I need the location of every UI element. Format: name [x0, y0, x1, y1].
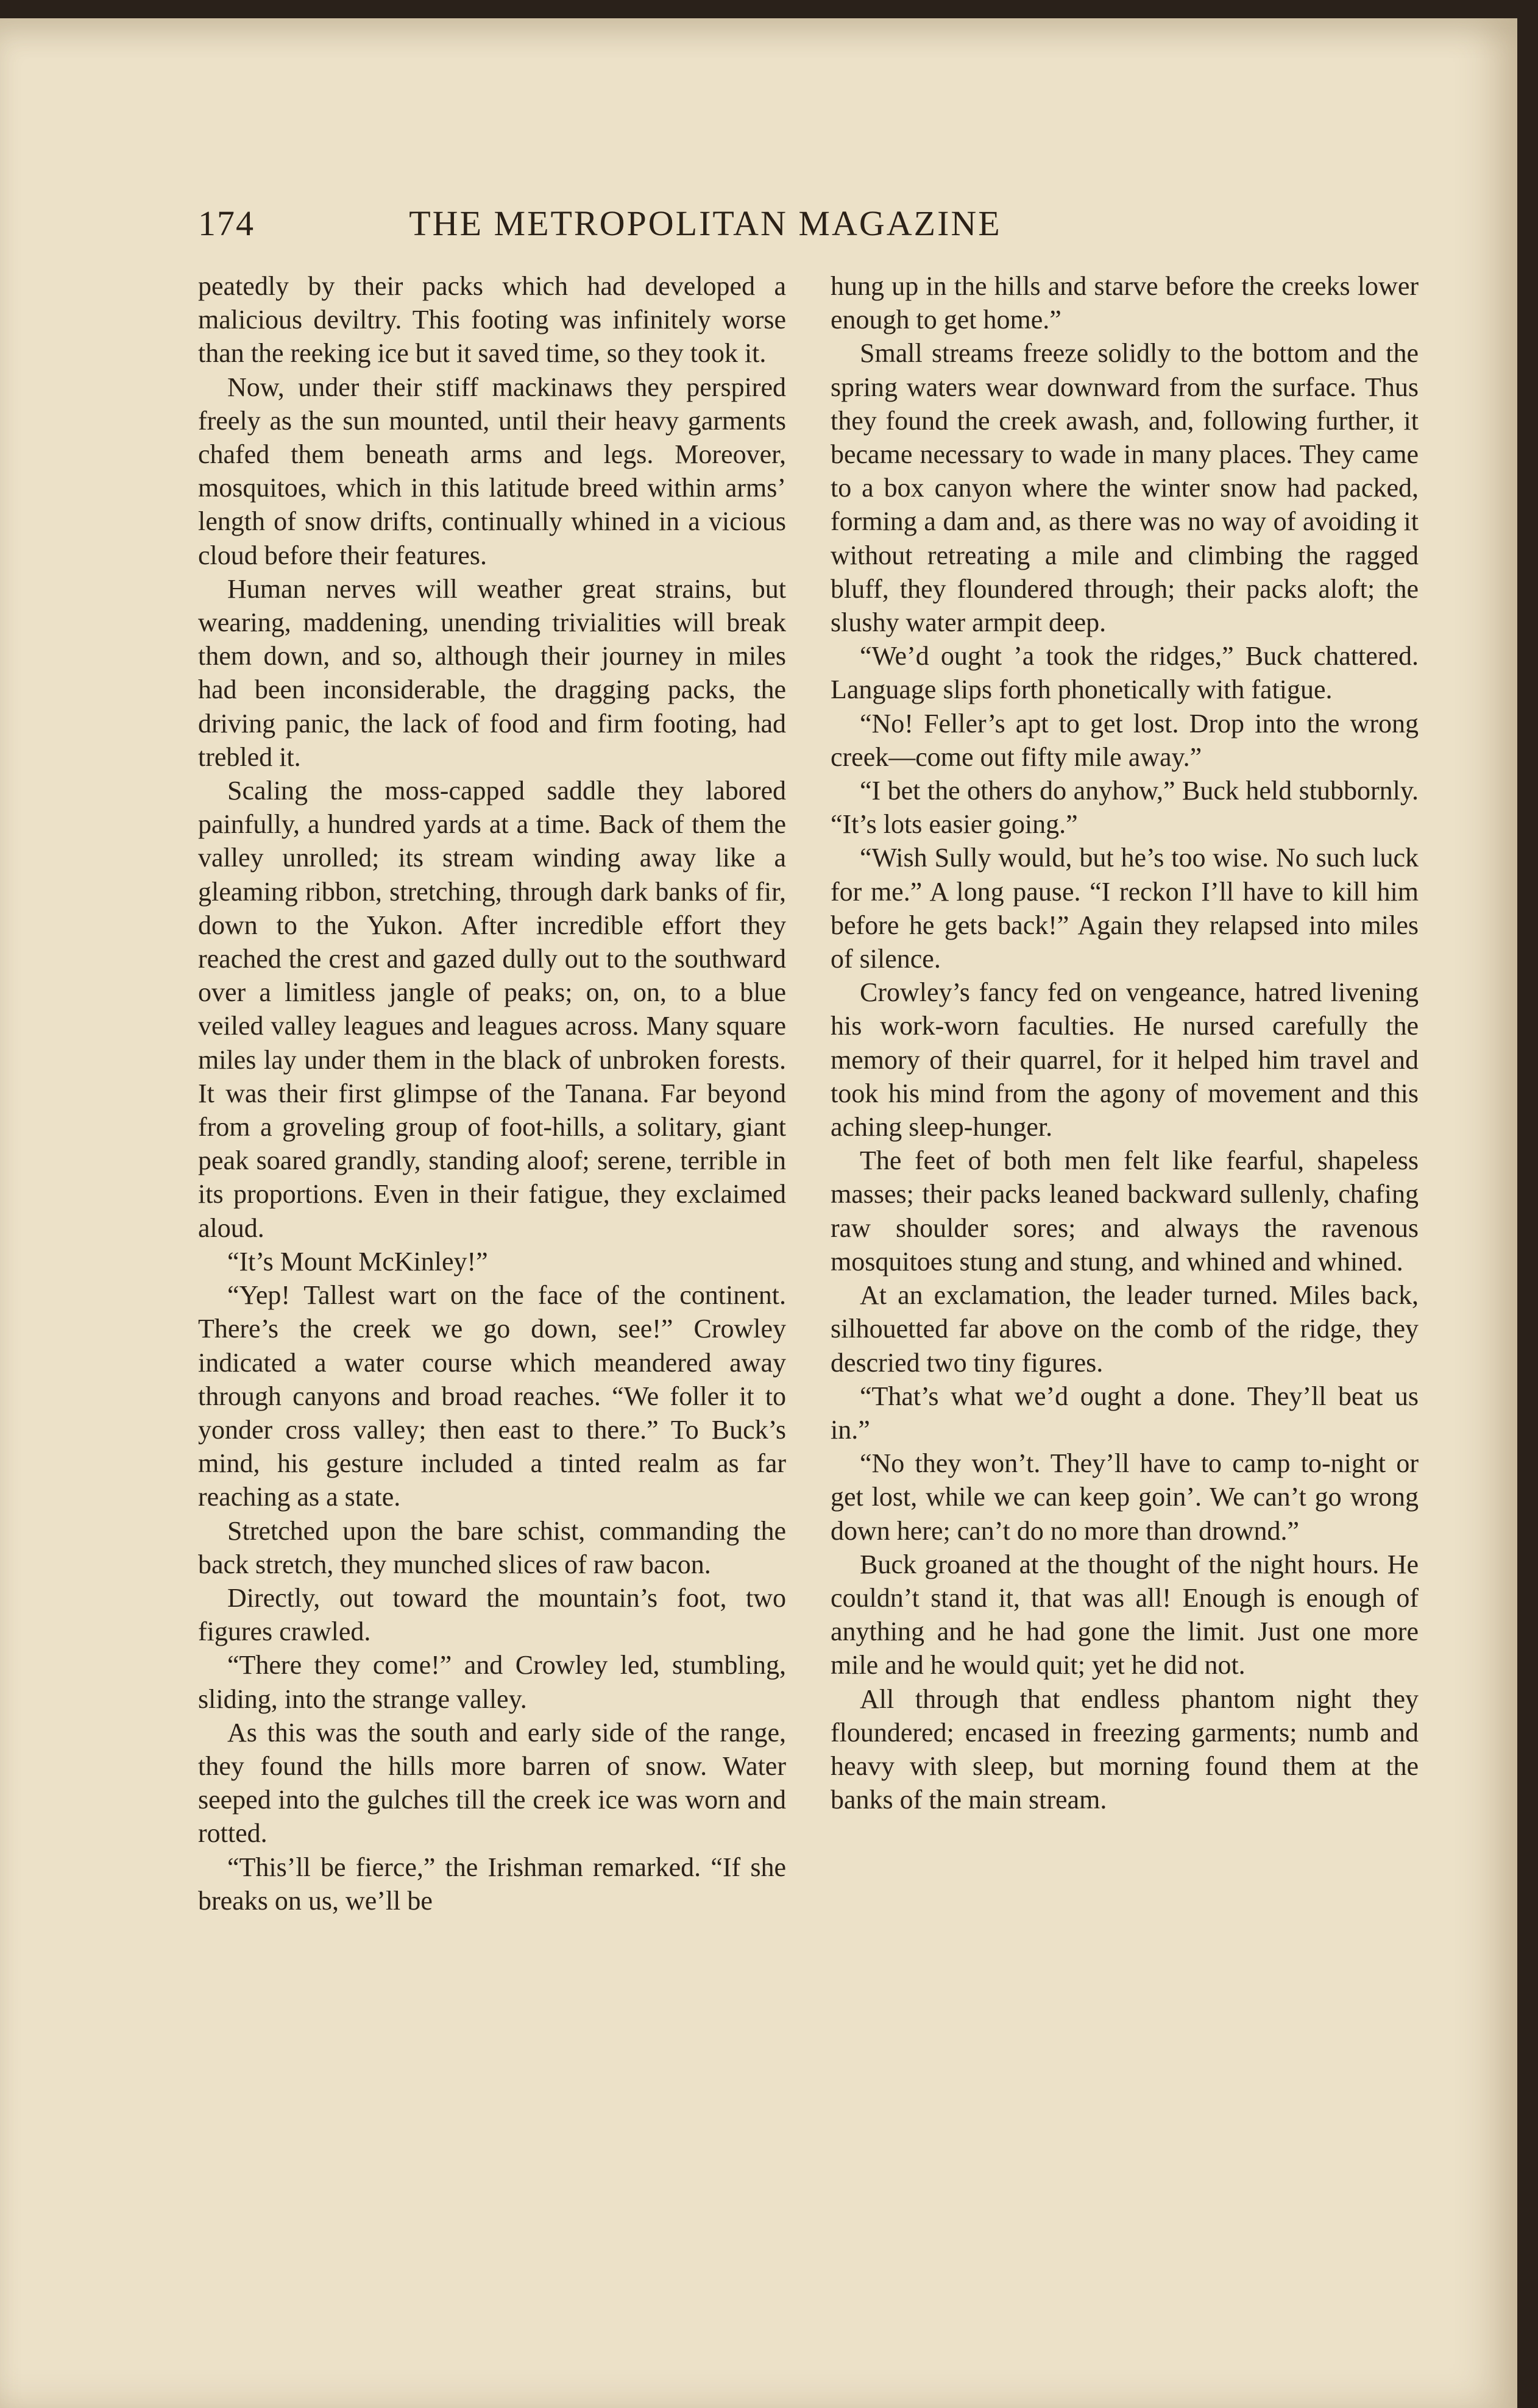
page-header	[198, 196, 1158, 251]
paragraph: “No! Feller’s apt to get lost. Drop into the wrong creek—come out fifty mile away.”	[831, 708, 1419, 772]
paragraph: hung up in the hills and starve before the creeks lower enough to get home.”	[831, 271, 1419, 335]
paragraph: Directly, out toward the mountain’s foot, two figures crawled.	[198, 1582, 786, 1647]
running-title: THE METROPOLITAN MAGAZINE	[409, 204, 1002, 243]
paragraph: “No they won’t. They’ll have to camp to-night or get lost, while we can keep goin’. We can’t go wrong down here; can’t do no more than drownd.”	[831, 1448, 1419, 1546]
left-column	[198, 269, 786, 1918]
paragraph: “It’s Mount McKinley!”	[227, 1246, 488, 1277]
paragraph: Buck groaned at the thought of the night hours. He couldn’t stand it, that was all! Enough is enough of anything and he had gone the limit. Just one more mile and he would quit; yet he did not.	[831, 1549, 1419, 1680]
paragraph: Crowley’s fancy fed on vengeance, hatred livening his work-worn faculties. He nursed carefully the memory of their quarrel, for it helped him travel and took his mind from the agony of movement and this aching sleep-hunger.	[831, 977, 1419, 1142]
paragraph: “I bet the others do anyhow,” Buck held stubbornly. “It’s lots easier going.”	[831, 776, 1419, 840]
paragraph: As this was the south and early side of the range, they found the hills more barren of snow. Water seeped into the gulches till the creek ice was worn and rotted.	[198, 1717, 786, 1849]
paragraph: Small streams freeze solidly to the bottom and the spring waters wear downward from the surface. Thus they found the creek awash, and, following further, it became necessary to wade in many places. They came to a box canyon where the winter snow had packed, forming a dam and, as there was no way of avoiding it without retreating a mile and climbing the ragged bluff, they floundered through; their packs aloft; the slushy water armpit deep.	[831, 338, 1419, 638]
paragraph: “We’d ought ’a took the ridges,” Buck chattered. Language slips forth phonetically with fatigue.	[831, 641, 1419, 705]
paragraph: “That’s what we’d ought a done. They’ll beat us in.”	[831, 1381, 1419, 1445]
paragraph: The feet of both men felt like fearful, shapeless masses; their packs leaned backward sullenly, chafing raw shoulder sores; and always the ravenous mosquitoes stung and stung, and whined and whined.	[831, 1146, 1419, 1277]
paragraph: “Yep! Tallest wart on the face of the continent. There’s the creek we go down, see!” Crowley indicated a water course which meandered away through canyons and broad reaches. “We foller it to yonder cross valley; then east to there.” To Buck’s mind, his gesture included a tinted realm as far reaching as a state.	[198, 1280, 786, 1512]
paragraph: “There they come!” and Crowley led, stumbling, sliding, into the strange valley.	[198, 1650, 786, 1714]
paragraph: “This’ll be fierce,” the Irishman remarked. “If she breaks on us, we’ll be	[198, 1852, 786, 1916]
paragraph: Human nerves will weather great strains, but wearing, maddening, unending trivialities will break them down, and so, although their journey in miles had been inconsiderable, the dragging packs, the driving panic, the lack of food and firm footing, had trebled it.	[198, 573, 786, 772]
right-column	[831, 269, 1419, 1816]
page-number: 174	[198, 204, 255, 243]
paragraph: At an exclamation, the leader turned. Miles back, silhouetted far above on the comb of the ridge, they descried two tiny figures.	[831, 1280, 1419, 1378]
paragraph: “Wish Sully would, but he’s too wise. No such luck for me.” A long pause. “I reckon I’ll have to kill him before he gets back!” Again they relapsed into miles of silence.	[831, 843, 1419, 974]
paragraph: Now, under their stiff mackinaws they perspired freely as the sun mounted, until their heavy garments chafed them beneath arms and legs. Moreover, mosquitoes, which in this latitude breed within arms’ length of snow drifts, continually whined in a vicious cloud before their features.	[198, 372, 786, 570]
paragraph: Scaling the moss-capped saddle they labored painfully, a hundred yards at a time. Back of them the valley unrolled; its stream winding away like a gleaming ribbon, stretching, through dark banks of fir, down to the Yukon. After incredible effort they reached the crest and gazed dully out to the southward over a limitless jangle of peaks; on, on, to a blue veiled valley leagues and leagues across. Many square miles lay under them in the black of unbroken forests. It was their first glimpse of the Tanana. Far beyond from a groveling group of foot-hills, a solitary, giant peak soared grandly, standing aloof; serene, terrible in its proportions. Even in their fatigue, they exclaimed aloud.	[198, 776, 786, 1243]
paragraph: Stretched upon the bare schist, commanding the back stretch, they munched slices of raw bacon.	[198, 1515, 786, 1579]
paragraph: All through that endless phantom night they floundered; encased in freezing garments; numb and heavy with sleep, but morning found them at the banks of the main stream.	[831, 1684, 1419, 1815]
paragraph: peatedly by their packs which had developed a malicious deviltry. This footing was infinitely worse than the reeking ice but it saved time, so they took it.	[198, 271, 786, 369]
magazine-page	[0, 18, 1517, 2408]
